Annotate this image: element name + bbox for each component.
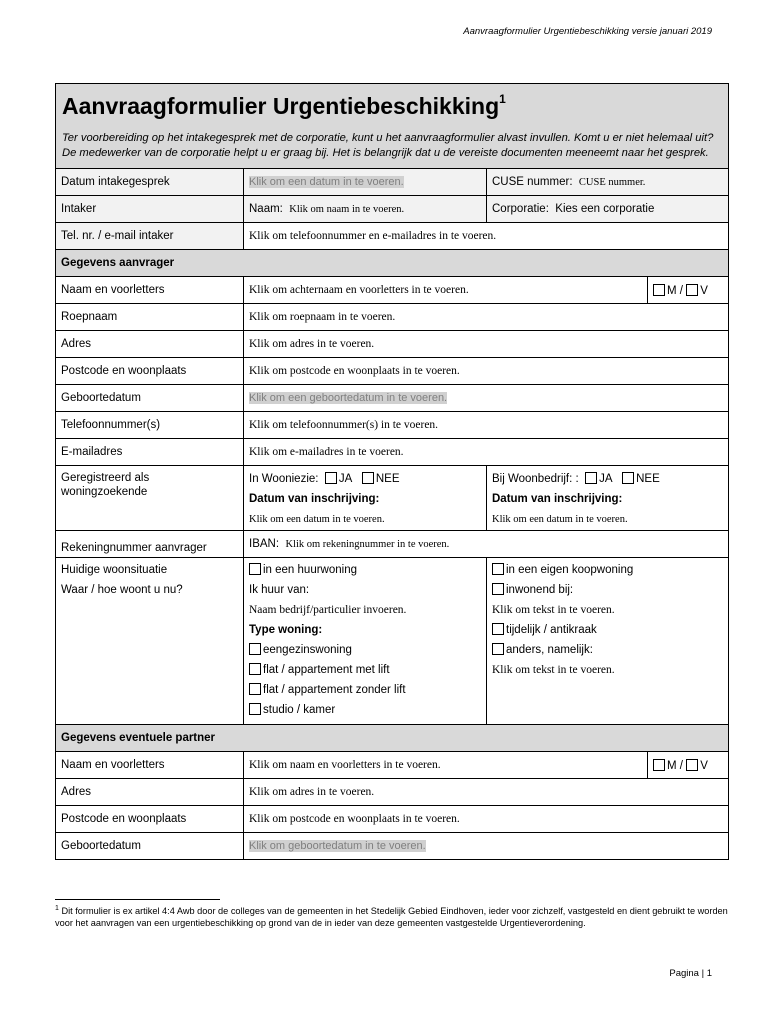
- field-postcode[interactable]: Klik om postcode en woonplaats in te voeren.: [244, 358, 729, 385]
- checkbox-woonbedrijf-nee[interactable]: [622, 472, 634, 484]
- field-geboortedatum[interactable]: Klik om een geboortedatum in te voeren.: [244, 385, 729, 412]
- field-woonbedrijf-datum[interactable]: Klik om een datum in te voeren.: [492, 514, 628, 526]
- checkbox-wooniezie-ja[interactable]: [325, 472, 337, 484]
- label-roepnaam: Roepnaam: [56, 304, 244, 331]
- label-geboortedatum: Geboortedatum: [56, 385, 244, 412]
- field-corporatie[interactable]: Corporatie: Kies een corporatie: [487, 196, 729, 223]
- woonsituatie-huur: in een huurwoning Ik huur van: Naam bedrijf/particulier invoeren. Type woning: eengezinswoning flat / appartement met lift flat / appartement zonder lift studio / kamer: [244, 558, 487, 725]
- field-telefoon[interactable]: Klik om telefoonnummer(s) in te voeren.: [244, 412, 729, 439]
- form-title-block: [56, 84, 729, 169]
- page-number: Pagina | 1: [669, 968, 712, 979]
- checkbox-flat-zonder-lift[interactable]: [249, 683, 261, 695]
- footnote: $^1$ Dit formulier is ex artikel 4:4 Awb door de colleges van de gemeenten in het Stedelijk Gebied Eindhoven, ieder voor zichzelf, vastgesteld en dient gebruikt te worden voor het aanvragen van een urgentiebeschikking op grond van de in ieder van deze gemeenten vastgestelde Urgentieverordening.: [55, 905, 728, 928]
- row-woonsituatie: [56, 558, 729, 725]
- label-tel-intaker: Tel. nr. / e-mail intaker: [56, 223, 244, 250]
- gender-choice: M / V: [648, 277, 729, 304]
- label-intaker: Intaker: [56, 196, 244, 223]
- label-partner-postcode: Postcode en woonplaats: [56, 806, 244, 833]
- row-geregistreerd: [56, 466, 729, 531]
- field-tel-intaker[interactable]: Klik om telefoonnummer en e-mailadres in te voeren.: [244, 223, 729, 250]
- woonbedrijf-block: Bij Woonbedrijf: : JA NEE Datum van inschrijving: Klik om een datum in te voeren.: [487, 466, 729, 531]
- label-geregistreerd: Geregistreerd als woningzoekende: [56, 466, 244, 531]
- row-tel-intaker: [56, 223, 729, 250]
- checkbox-v[interactable]: [686, 284, 698, 296]
- row-intaker: [56, 196, 729, 223]
- field-cuse-nummer[interactable]: CUSE nummer: CUSE nummer.: [487, 169, 729, 196]
- label-naam-partner: Naam en voorletters: [56, 752, 244, 779]
- row-naam-partner: [56, 752, 729, 779]
- field-naam-partner[interactable]: Klik om naam en voorletters in te voeren.: [244, 752, 648, 779]
- checkbox-wooniezie-nee[interactable]: [362, 472, 374, 484]
- field-iban[interactable]: IBAN: Klik om rekeningnummer in te voeren.: [244, 531, 729, 558]
- label-partner-adres: Adres: [56, 779, 244, 806]
- partner-gender-choice: M / V: [648, 752, 729, 779]
- field-adres[interactable]: Klik om adres in te voeren.: [244, 331, 729, 358]
- checkbox-woonbedrijf-ja[interactable]: [585, 472, 597, 484]
- field-anders[interactable]: Klik om tekst in te voeren.: [492, 664, 615, 677]
- label-naam-aanvrager: Naam en voorletters: [56, 277, 244, 304]
- label-email: E-mailadres: [56, 439, 244, 466]
- checkbox-huurwoning[interactable]: [249, 563, 261, 575]
- application-form: [55, 83, 729, 860]
- wooniezie-block: In Wooniezie: JA NEE Datum van inschrijving: Klik om een datum in te voeren.: [244, 466, 487, 531]
- checkbox-eengezins[interactable]: [249, 643, 261, 655]
- field-intaker-naam[interactable]: Naam: Klik om naam in te voeren.: [244, 196, 487, 223]
- label-postcode: Postcode en woonplaats: [56, 358, 244, 385]
- row-naam-aanvrager: [56, 277, 729, 304]
- field-roepnaam[interactable]: Klik om roepnaam in te voeren.: [244, 304, 729, 331]
- label-datum-intake: Datum intakegesprek: [56, 169, 244, 196]
- checkbox-tijdelijk[interactable]: [492, 623, 504, 635]
- row-rekening: [56, 531, 729, 558]
- field-wooniezie-datum[interactable]: Klik om een datum in te voeren.: [249, 514, 385, 526]
- section-aanvrager: Gegevens aanvrager: [56, 250, 729, 277]
- field-email[interactable]: Klik om e-mailadres in te voeren.: [244, 439, 729, 466]
- field-partner-geboortedatum[interactable]: Klik om geboortedatum in te voeren.: [244, 833, 729, 860]
- running-header: Aanvraagformulier Urgentiebeschikking versie januari 2019: [463, 26, 712, 37]
- field-verhuurder[interactable]: Naam bedrijf/particulier invoeren.: [249, 604, 407, 617]
- section-partner: Gegevens eventuele partner: [56, 725, 729, 752]
- checkbox-inwonend[interactable]: [492, 583, 504, 595]
- checkbox-partner-m[interactable]: [653, 759, 665, 771]
- form-title: Aanvraagformulier Urgentiebeschikking$^1$: [62, 92, 506, 119]
- checkbox-partner-v[interactable]: [686, 759, 698, 771]
- label-partner-geboortedatum: Geboortedatum: [56, 833, 244, 860]
- row-datum-intake: [56, 169, 729, 196]
- field-inwonend-bij[interactable]: Klik om tekst in te voeren.: [492, 604, 615, 617]
- intro-text: Ter voorbereiding op het intakegesprek met de corporatie, kunt u het aanvraagformulier alvast invullen. Komt u er niet helemaal uit? De medewerker van de corporatie helpt u er graag bij. Het is belangrijk dat u de vereiste documenten meeneemt naar het gesprek.: [62, 132, 714, 159]
- checkbox-koopwoning[interactable]: [492, 563, 504, 575]
- checkbox-m[interactable]: [653, 284, 665, 296]
- field-partner-adres[interactable]: Klik om adres in te voeren.: [244, 779, 729, 806]
- woonsituatie-overig: in een eigen koopwoning inwonend bij: Klik om tekst in te voeren. tijdelijk / antikraak anders, namelijk: Klik om tekst in te voeren.: [487, 558, 729, 725]
- label-adres: Adres: [56, 331, 244, 358]
- checkbox-flat-met-lift[interactable]: [249, 663, 261, 675]
- label-woonsituatie: Huidige woonsituatie Waar / hoe woont u nu?: [56, 558, 244, 725]
- field-naam-aanvrager[interactable]: Klik om achternaam en voorletters in te voeren.: [244, 277, 648, 304]
- label-rekening: Rekeningnummer aanvrager: [56, 531, 244, 558]
- checkbox-anders[interactable]: [492, 643, 504, 655]
- field-partner-postcode[interactable]: Klik om postcode en woonplaats in te voeren.: [244, 806, 729, 833]
- checkbox-studio[interactable]: [249, 703, 261, 715]
- field-datum-intake[interactable]: Klik om een datum in te voeren.: [244, 169, 487, 196]
- label-telefoon: Telefoonnummer(s): [56, 412, 244, 439]
- footnote-separator: [55, 899, 220, 900]
